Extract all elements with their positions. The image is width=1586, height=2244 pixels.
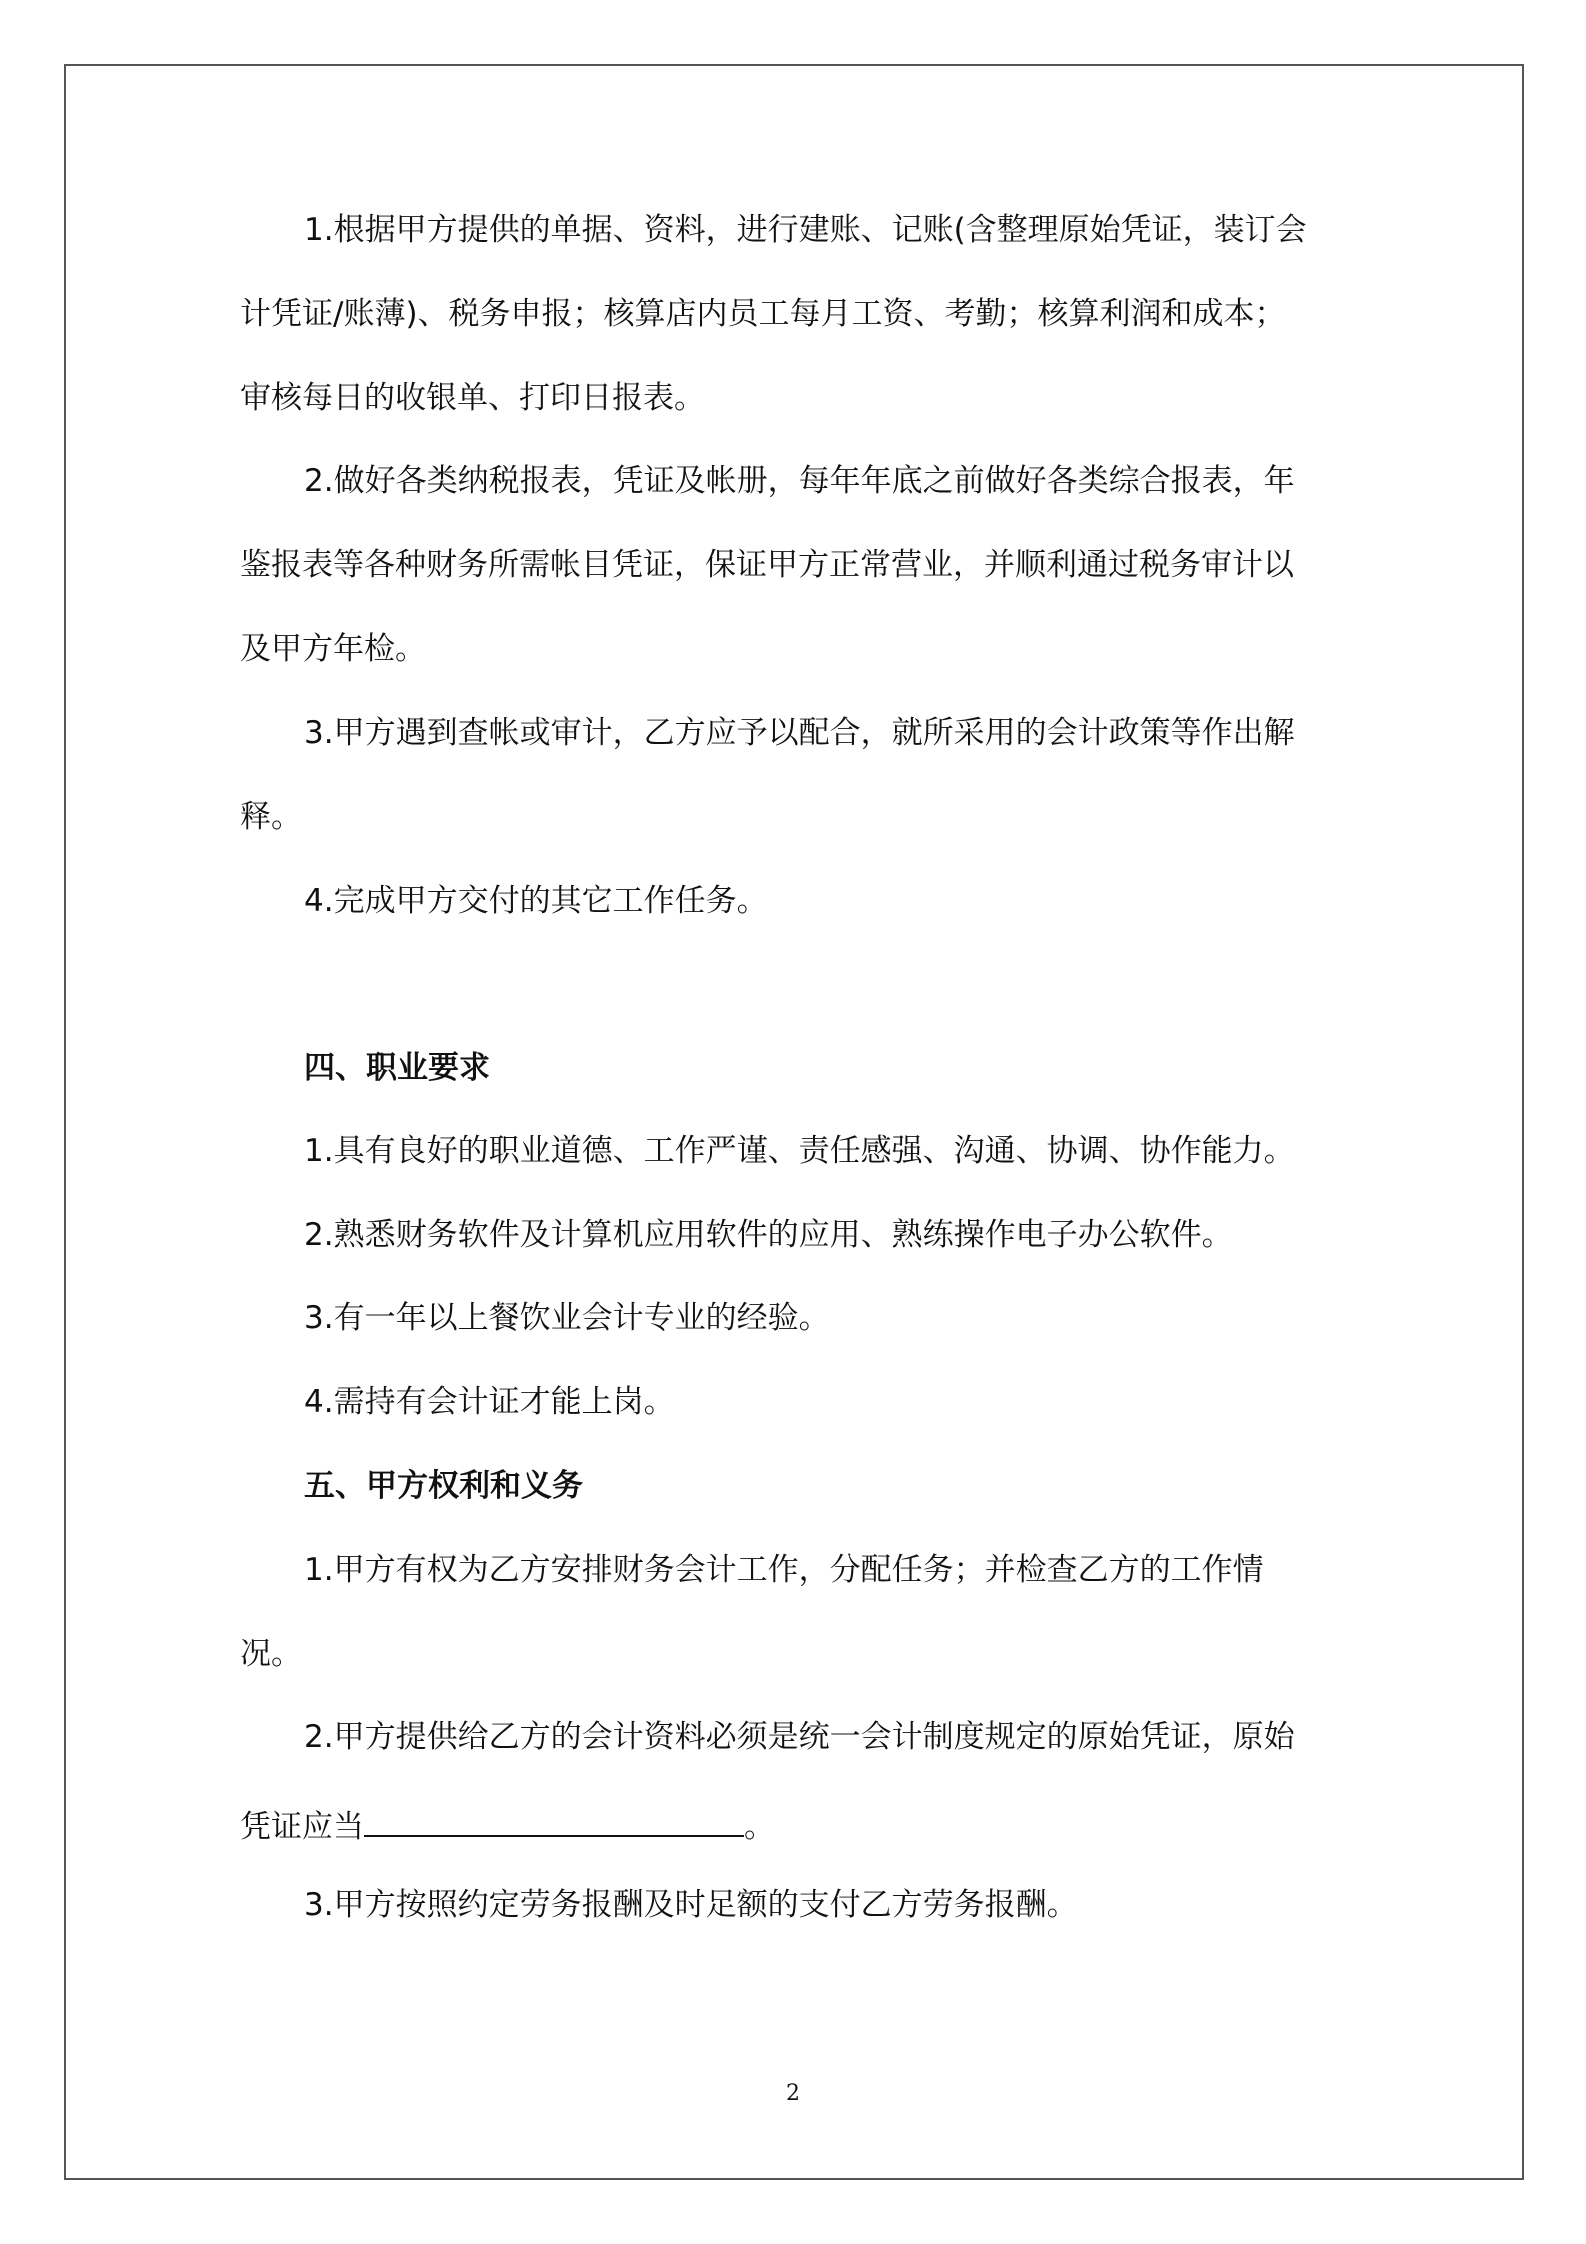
section-5-item-1-line-1: 1.甲方有权为乙方安排财务会计工作，分配任务；并检查乙方的工作情 <box>304 1552 1264 1588</box>
section-5-item-2-line-1: 2.甲方提供给乙方的会计资料必须是统一会计制度规定的原始凭证，原始 <box>304 1719 1295 1755</box>
section-5-item-2-line-2 <box>240 1801 775 1847</box>
section-4-item-4: 4.需持有会计证才能上岗。 <box>304 1384 675 1420</box>
duty-3-line-1: 3.甲方遇到查帐或审计，乙方应予以配合，就所采用的会计政策等作出解 <box>304 715 1295 751</box>
section-4-item-1: 1.具有良好的职业道德、工作严谨、责任感强、沟通、协调、协作能力。 <box>304 1133 1295 1169</box>
duty-2-line-2: 鉴报表等各种财务所需帐目凭证，保证甲方正常营业，并顺利通过税务审计以 <box>240 547 1294 583</box>
fill-in-blank[interactable] <box>364 1801 744 1837</box>
duty-3-line-2: 释。 <box>240 799 302 835</box>
item-2-line-2-prefix: 凭证应当 <box>240 1809 364 1845</box>
duty-1-line-3: 审核每日的收银单、打印日报表。 <box>240 380 705 416</box>
page-number: 2 <box>786 2081 800 2106</box>
duty-2-line-1: 2.做好各类纳税报表，凭证及帐册，每年年底之前做好各类综合报表，年 <box>304 463 1295 499</box>
section-4-heading: 四、职业要求 <box>304 1050 490 1086</box>
section-5-item-3: 3.甲方按照约定劳务报酬及时足额的支付乙方劳务报酬。 <box>304 1887 1078 1923</box>
item-2-line-2-suffix: 。 <box>744 1809 775 1845</box>
duty-4-line-1: 4.完成甲方交付的其它工作任务。 <box>304 883 768 919</box>
section-5-heading: 五、甲方权利和义务 <box>304 1468 583 1504</box>
section-4-item-3: 3.有一年以上餐饮业会计专业的经验。 <box>304 1300 830 1336</box>
duty-1-line-2: 计凭证/账薄)、税务申报；核算店内员工每月工资、考勤；核算利润和成本； <box>240 296 1286 332</box>
section-4-item-2: 2.熟悉财务软件及计算机应用软件的应用、熟练操作电子办公软件。 <box>304 1217 1233 1253</box>
section-5-item-1-line-2: 况。 <box>240 1636 302 1672</box>
duty-1-line-1: 1.根据甲方提供的单据、资料，进行建账、记账(含整理原始凭证，装订会 <box>304 212 1307 248</box>
duty-2-line-3: 及甲方年检。 <box>240 631 426 667</box>
